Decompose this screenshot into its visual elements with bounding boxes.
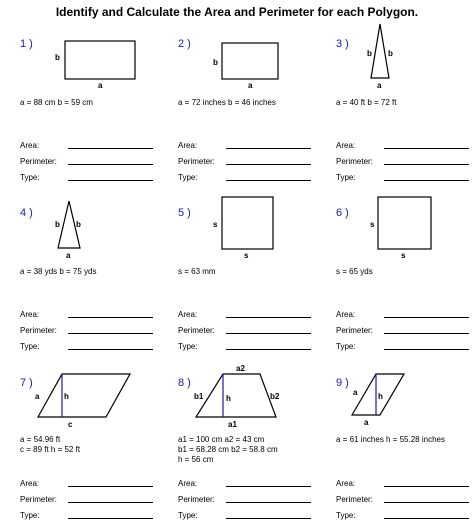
perimeter-answer-line[interactable] — [226, 502, 311, 503]
area-answer-line[interactable] — [68, 317, 153, 318]
dimension-line: a = 61 inches h = 55.28 inches — [336, 435, 445, 444]
perimeter-answer-line[interactable] — [384, 333, 469, 334]
perimeter-label: Perimeter: — [178, 326, 215, 335]
side-label-a: a — [35, 392, 40, 401]
side-label-a: a — [66, 251, 71, 260]
side-label-a: a — [377, 81, 382, 90]
type-answer-line[interactable] — [384, 349, 469, 350]
type-label: Type: — [20, 342, 40, 351]
side-label-c: c — [68, 420, 73, 429]
problem-number: 7 ) — [20, 377, 33, 389]
perimeter-answer-line[interactable] — [68, 502, 153, 503]
problem-number: 9 ) — [336, 377, 349, 389]
type-label: Type: — [20, 173, 40, 182]
side-label-a: a — [248, 81, 253, 90]
problem-number: 3 ) — [336, 38, 349, 50]
type-answer-line[interactable] — [226, 180, 311, 181]
isosceles-triangle-figure — [336, 38, 474, 98]
area-answer-line[interactable] — [68, 486, 153, 487]
type-label: Type: — [20, 511, 40, 520]
height-label-h: h — [378, 392, 383, 401]
area-answer-line[interactable] — [226, 486, 311, 487]
parallelogram-figure — [20, 377, 175, 437]
type-answer-line[interactable] — [384, 518, 469, 519]
dimension-line: a = 88 cm b = 59 cm — [20, 98, 93, 107]
dimensions — [336, 98, 397, 108]
perimeter-label: Perimeter: — [20, 326, 57, 335]
dimensions — [178, 98, 276, 108]
perimeter-label: Perimeter: — [178, 157, 215, 166]
type-answer-line[interactable] — [68, 180, 153, 181]
problem-number: 1 ) — [20, 38, 33, 50]
perimeter-answer-line[interactable] — [226, 164, 311, 165]
area-label: Area: — [178, 310, 198, 319]
side-label-b: b — [55, 53, 60, 62]
side-label-a: a — [353, 388, 358, 397]
side-label-b2: b2 — [270, 392, 280, 401]
type-answer-line[interactable] — [68, 349, 153, 350]
dimensions — [336, 267, 373, 277]
height-label-h: h — [64, 392, 69, 401]
area-label: Area: — [336, 310, 356, 319]
dimension-line: a1 = 100 cm a2 = 43 cm — [178, 435, 265, 444]
area-label: Area: — [20, 141, 40, 150]
perimeter-label: Perimeter: — [336, 326, 373, 335]
side-label-a: a — [364, 418, 369, 427]
area-answer-line[interactable] — [226, 317, 311, 318]
rectangle-figure — [20, 38, 175, 98]
dimensions — [20, 98, 93, 108]
dimensions — [178, 267, 216, 277]
dimension-line: a = 72 inches b = 46 inches — [178, 98, 276, 107]
perimeter-answer-line[interactable] — [68, 333, 153, 334]
type-label: Type: — [336, 511, 356, 520]
dimension-line: a = 54.96 ft — [20, 435, 61, 444]
area-answer-line[interactable] — [384, 148, 469, 149]
side-label-b1: b1 — [194, 392, 204, 401]
perimeter-answer-line[interactable] — [384, 502, 469, 503]
dimensions — [20, 435, 80, 455]
area-label: Area: — [20, 479, 40, 488]
type-answer-line[interactable] — [68, 518, 153, 519]
rhombus-figure — [336, 377, 474, 437]
dimension-line: a = 38 yds b = 75 yds — [20, 267, 97, 276]
side-label-a: a — [98, 81, 103, 90]
side-label-s: s — [244, 251, 249, 260]
problem-number: 6 ) — [336, 207, 349, 219]
type-label: Type: — [178, 173, 198, 182]
dimension-line: a = 40 ft b = 72 ft — [336, 98, 397, 107]
side-label-a1: a1 — [228, 420, 237, 429]
type-label: Type: — [336, 342, 356, 351]
side-label-s: s — [370, 220, 375, 229]
dimensions — [178, 435, 278, 465]
problem-number: 8 ) — [178, 377, 191, 389]
area-label: Area: — [178, 141, 198, 150]
trapezoid-figure — [178, 364, 333, 437]
dimension-line: h = 56 cm — [178, 455, 214, 464]
problem-number: 4 ) — [20, 207, 33, 219]
area-label: Area: — [20, 310, 40, 319]
perimeter-answer-line[interactable] — [384, 164, 469, 165]
area-answer-line[interactable] — [384, 317, 469, 318]
side-label-b: b — [213, 58, 218, 67]
perimeter-label: Perimeter: — [336, 495, 373, 504]
type-label: Type: — [178, 342, 198, 351]
area-answer-line[interactable] — [384, 486, 469, 487]
side-label-b-right: b — [76, 220, 81, 229]
perimeter-label: Perimeter: — [20, 157, 57, 166]
rectangle-figure — [178, 38, 333, 98]
isosceles-triangle-figure — [20, 207, 175, 267]
square-figure — [178, 207, 333, 267]
perimeter-label: Perimeter: — [20, 495, 57, 504]
area-answer-line[interactable] — [68, 148, 153, 149]
type-answer-line[interactable] — [226, 349, 311, 350]
problem-number: 5 ) — [178, 207, 191, 219]
perimeter-label: Perimeter: — [178, 495, 215, 504]
dimensions — [20, 267, 97, 277]
dimension-line: s = 63 mm — [178, 267, 216, 276]
type-answer-line[interactable] — [226, 518, 311, 519]
side-label-s: s — [401, 251, 406, 260]
worksheet-title: Identify and Calculate the Area and Perimeter for each Polygon. — [55, 5, 419, 19]
dimension-line: c = 89 ft h = 52 ft — [20, 445, 81, 454]
height-label-h: h — [226, 394, 231, 403]
side-label-b-left: b — [367, 49, 372, 58]
side-label-b-right: b — [388, 49, 393, 58]
type-answer-line[interactable] — [384, 180, 469, 181]
perimeter-label: Perimeter: — [336, 157, 373, 166]
problem-number: 2 ) — [178, 38, 191, 50]
side-label-b-left: b — [55, 220, 60, 229]
dimension-line: s = 65 yds — [336, 267, 373, 276]
side-label-s: s — [213, 220, 218, 229]
area-label: Area: — [336, 479, 356, 488]
area-label: Area: — [336, 141, 356, 150]
perimeter-answer-line[interactable] — [226, 333, 311, 334]
perimeter-answer-line[interactable] — [68, 164, 153, 165]
side-label-a2: a2 — [236, 364, 245, 373]
type-label: Type: — [336, 173, 356, 182]
area-label: Area: — [178, 479, 198, 488]
square-figure — [336, 207, 474, 267]
dimensions — [336, 435, 445, 445]
dimension-line: b1 = 68.28 cm b2 = 58.8 cm — [178, 445, 278, 454]
area-answer-line[interactable] — [226, 148, 311, 149]
type-label: Type: — [178, 511, 198, 520]
